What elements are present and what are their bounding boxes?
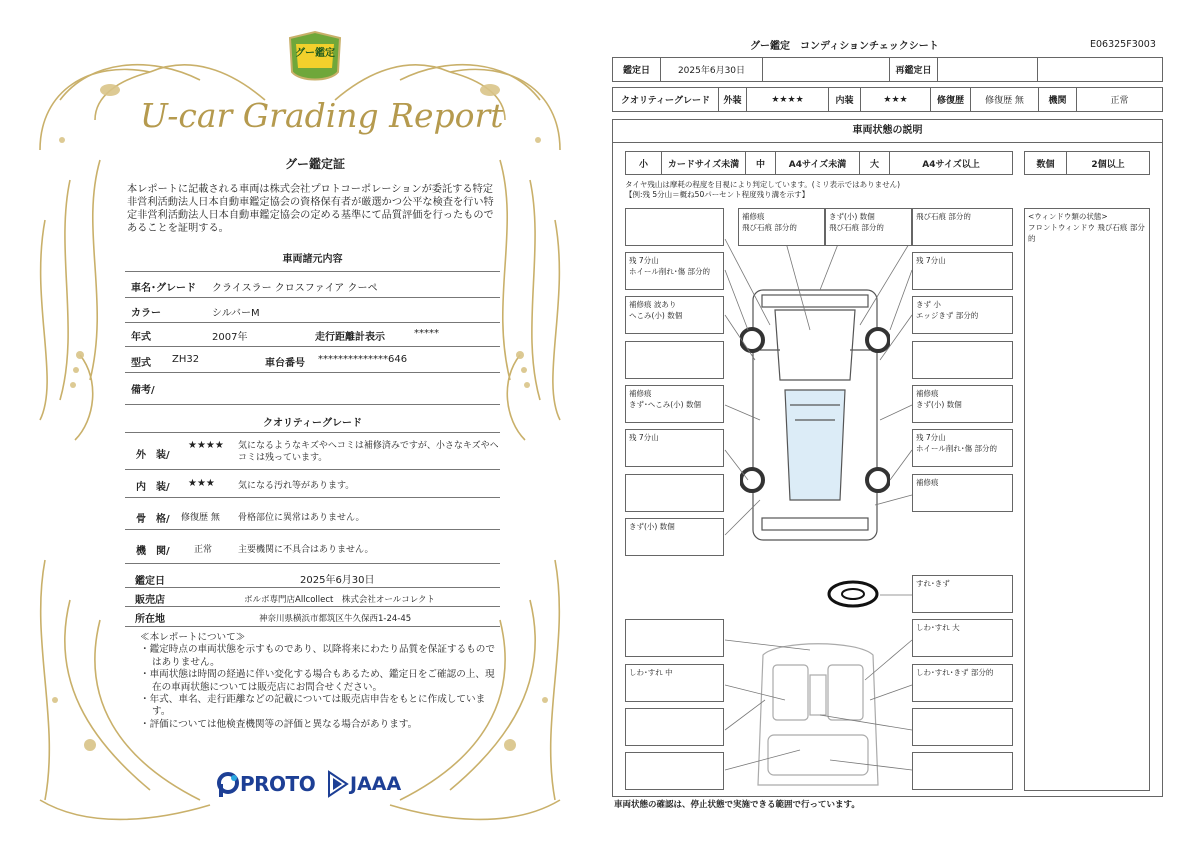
car-name-value: クライスラー クロスファイア クーペ (212, 283, 378, 294)
size-large: 大 (860, 152, 890, 175)
grade-section-title: クオリティーグレード (263, 418, 362, 429)
ext-stars: ★★★★ (747, 88, 829, 112)
interior-stars: ★★★ (188, 478, 215, 489)
inspection-date-value: 2025年6月30日 (300, 575, 375, 586)
jaaa-logo-text: JAAA (350, 773, 402, 795)
note-item: ・評価については他検査機関等の評価と異なる場合があります。 (140, 718, 418, 730)
condition-box-right-2: 残 7分山 (912, 252, 1013, 290)
mileage-value: ***** (414, 328, 439, 339)
engine-label: 機 関/ (136, 546, 170, 557)
color-label: カラー (131, 308, 161, 319)
size-small-desc: カードサイズ未満 (662, 152, 746, 175)
count-desc: 2個以上 (1067, 152, 1150, 175)
address-value: 神奈川県横浜市都筑区牛久保西1-24-45 (259, 614, 412, 624)
repair-value: 修復歴 無 (971, 88, 1039, 112)
size-small: 小 (626, 152, 662, 175)
certificate-statement: 本レポートに記載される車両は株式会社プロトコーポレーションが委託する特定非営利活動法人日本自動車鑑定協会の資格保有者が厳選かつ公平な検査を行い特定非営利活動法人日本自動車鑑定協会の定める基準にて品質評価を行ったものであることを証明する。 (127, 184, 494, 234)
model-value: ZH32 (172, 354, 200, 365)
grade-label: クオリティーグレード (613, 88, 719, 112)
engine-text: 主要機関に不具合はありません。 (238, 545, 374, 555)
condition-box-left-7 (625, 474, 724, 512)
interior-box-right-1: すれ･きず (912, 575, 1013, 613)
report-notes (140, 632, 500, 731)
color-value: シルバーM (212, 308, 260, 319)
condition-box-right-4 (912, 341, 1013, 379)
exterior-text: 気になるようなキズやヘコミは補修済みですが、小さなキズやヘコミは残っています。 (238, 441, 499, 463)
condition-box-left-2: 残 7分山 ホイール削れ･傷 部分的 (625, 252, 724, 290)
condition-box-right-3: きず 小 エッジきず 部分的 (912, 296, 1013, 334)
condition-box-right-7: 補修痕 (912, 474, 1013, 512)
repair-label: 修復歴 (931, 88, 971, 112)
count-label: 数個 (1025, 152, 1067, 175)
sheet-footer: 車両状態の確認は、停止状態で実施できる範囲で行っています。 (614, 800, 860, 810)
dealer-value: ボルボ専門店Allcollect 株式会社オールコレクト (244, 595, 436, 605)
condition-box-right-5: 補修痕 きず(小) 数個 (912, 385, 1013, 423)
interior-box-left-4 (625, 752, 724, 790)
model-label: 型式 (131, 358, 151, 369)
interior-label: 内 装/ (136, 482, 170, 493)
sheet-title: グー鑑定 コンディションチェックシート (750, 41, 939, 52)
engine-label: 機関 (1039, 88, 1077, 112)
engine-value: 正常 (1077, 88, 1163, 112)
condition-box-top-center-left: 補修痕 飛び石痕 部分的 (738, 208, 825, 246)
condition-box-left-5: 補修痕 きず･へこみ(小) 数個 (625, 385, 724, 423)
car-name-label: 車名･グレード (131, 283, 196, 294)
note-item: ・車両状態は時間の経過に伴い変化する場合もあるため、鑑定日をご確認の上、現在の車両状態については販売店にお問合せください。 (140, 669, 495, 693)
window-status-box (1024, 208, 1150, 791)
proto-logo-icon (216, 772, 240, 798)
address-label: 所在地 (135, 614, 165, 625)
ext-label: 外装 (719, 88, 747, 112)
frame-text: 骨格部位に異常はありません。 (238, 513, 365, 523)
interior-box-left-3 (625, 708, 724, 746)
spec-section-title: 車両諸元内容 (282, 254, 343, 265)
date-label: 鑑定日 (613, 58, 661, 82)
note-item: ・年式、車名、走行距離などの記載については販売店申告をもとに作成しています。 (140, 694, 486, 718)
engine-value: 正常 (194, 545, 213, 555)
frame-label: 骨 格/ (136, 514, 170, 525)
mileage-label: 走行距離計表示 (315, 332, 385, 343)
exterior-stars: ★★★★ (188, 440, 224, 451)
proto-logo-text: PROTO (240, 772, 316, 796)
condition-box-left-6: 残 7分山 (625, 429, 724, 467)
frame-value: 修復歴 無 (181, 513, 220, 523)
condition-box-left-1 (625, 208, 724, 246)
size-large-desc: A4サイズ以上 (890, 152, 1013, 175)
condition-sheet-panel (600, 0, 1200, 848)
window-status-title: <ウィンドウ類の状態> (1028, 212, 1108, 221)
tire-note-1: タイヤ残山は摩耗の程度を目視により判定しています。(ミリ表示ではありません) (625, 180, 901, 189)
badge-label: グー鑑定 (295, 48, 335, 59)
chassis-label: 車台番号 (265, 358, 305, 369)
remarks-label: 備考/ (131, 385, 155, 396)
interior-text: 気になる汚れ等があります。 (238, 481, 355, 491)
interior-box-right-2: しわ･すれ 大 (912, 619, 1013, 657)
sheet-code: E06325F3003 (1090, 39, 1156, 50)
chassis-value: **************646 (318, 354, 408, 365)
dealer-label: 販売店 (135, 595, 165, 606)
date-value: 2025年6月30日 (661, 58, 763, 82)
int-label: 内装 (829, 88, 861, 112)
interior-box-left-2: しわ･すれ 中 (625, 664, 724, 702)
desc-title: 車両状態の説明 (612, 119, 1163, 143)
certificate-title: グー鑑定証 (284, 157, 345, 171)
condition-box-left-4 (625, 341, 724, 379)
exterior-label: 外 装/ (136, 450, 170, 461)
inspection-date-label: 鑑定日 (135, 576, 165, 587)
reinspect-label: 再鑑定日 (890, 58, 938, 82)
condition-box-top-center-right: きず(小) 数個 飛び石痕 部分的 (825, 208, 912, 246)
notes-title: ≪本レポートについて≫ (140, 632, 246, 643)
interior-box-right-5 (912, 752, 1013, 790)
int-stars: ★★★ (861, 88, 931, 112)
interior-box-left-1 (625, 619, 724, 657)
condition-box-left-3: 補修痕 波あり へこみ(小) 数個 (625, 296, 724, 334)
interior-box-right-3: しわ･すれ･きず 部分的 (912, 664, 1013, 702)
tire-note-2: 【例:残 5分山＝概ね50パーセント程度残り溝を示す】 (625, 190, 810, 199)
year-label: 年式 (131, 332, 151, 343)
size-mid: 中 (746, 152, 776, 175)
interior-box-right-4 (912, 708, 1013, 746)
jaaa-logo-icon (327, 770, 349, 798)
condition-box-right-6: 残 7分山 ホイール削れ･傷 部分的 (912, 429, 1013, 467)
report-script-title: U-car Grading Report (140, 96, 504, 135)
size-mid-desc: A4サイズ未満 (776, 152, 860, 175)
year-value: 2007年 (212, 332, 248, 343)
window-status-text: フロントウィンドウ 飛び石痕 部分的 (1028, 223, 1145, 243)
condition-box-left-8: きず(小) 数個 (625, 518, 724, 556)
condition-box-top-right: 飛び石痕 部分的 (912, 208, 1013, 246)
note-item: ・鑑定時点の車両状態を示すものであり、以降将来にわたり品質を保証するものではありません。 (140, 644, 495, 668)
